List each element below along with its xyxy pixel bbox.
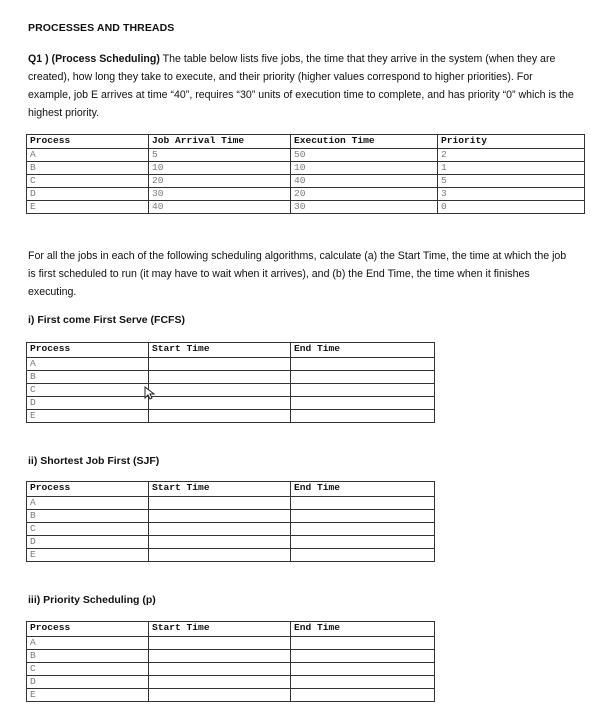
sjf-start-input[interactable] <box>149 549 291 562</box>
sjf-cell-process: A <box>27 497 149 510</box>
sjf-header-start: Start Time <box>149 482 291 497</box>
jobs-cell-execution: 50 <box>291 149 438 162</box>
sjf-end-input[interactable] <box>291 536 435 549</box>
sjf-cell-process: E <box>27 549 149 562</box>
table-row <box>27 676 435 689</box>
table-row <box>27 523 435 536</box>
priority-header-end: End Time <box>291 622 435 637</box>
jobs-cell-execution: 20 <box>291 188 438 201</box>
sjf-title: ii) Shortest Job First (SJF) <box>28 455 160 467</box>
fcfs-header-end: End Time <box>291 343 435 358</box>
q1-paragraph <box>28 50 576 122</box>
table-row <box>27 384 435 397</box>
fcfs-cell-process: C <box>27 384 149 397</box>
fcfs-end-input[interactable] <box>291 358 435 371</box>
table-row <box>27 663 435 676</box>
priority-end-input[interactable] <box>291 663 435 676</box>
jobs-cell-execution: 40 <box>291 175 438 188</box>
table-row <box>27 497 435 510</box>
priority-start-input[interactable] <box>149 676 291 689</box>
jobs-table-header-row <box>27 135 585 149</box>
sjf-cell-process: D <box>27 536 149 549</box>
priority-title: iii) Priority Scheduling (p) <box>28 594 156 606</box>
fcfs-start-input[interactable] <box>149 371 291 384</box>
page-heading: PROCESSES AND THREADS <box>28 22 175 34</box>
jobs-header-priority: Priority <box>438 135 585 149</box>
priority-cell-process: B <box>27 650 149 663</box>
jobs-header-execution: Execution Time <box>291 135 438 149</box>
fcfs-header-row <box>27 343 435 358</box>
fcfs-end-input[interactable] <box>291 371 435 384</box>
q1-text: The table below lists five jobs, the time that they arrive in the system (when they are created), how long they take to execute, and their priority (higher values correspond to higher priorities). For example, job E arrives at time “40”, requires “30” units of execution time to complete, and has priority “0” which is the highest priority. <box>28 53 574 119</box>
priority-end-input[interactable] <box>291 676 435 689</box>
priority-start-input[interactable] <box>149 637 291 650</box>
fcfs-header-start: Start Time <box>149 343 291 358</box>
jobs-cell-arrival: 30 <box>149 188 291 201</box>
priority-start-input[interactable] <box>149 663 291 676</box>
fcfs-cell-process: B <box>27 371 149 384</box>
sjf-start-input[interactable] <box>149 536 291 549</box>
sjf-start-input[interactable] <box>149 510 291 523</box>
q1-label: Q1 ) (Process Scheduling) <box>28 53 160 65</box>
fcfs-start-input[interactable] <box>149 384 291 397</box>
jobs-header-process: Process <box>27 135 149 149</box>
jobs-cell-process: A <box>27 149 149 162</box>
sjf-header-process: Process <box>27 482 149 497</box>
table-row <box>27 188 585 201</box>
priority-table <box>26 621 435 702</box>
priority-end-input[interactable] <box>291 689 435 702</box>
fcfs-table <box>26 342 435 423</box>
table-row <box>27 689 435 702</box>
fcfs-cell-process: A <box>27 358 149 371</box>
table-row <box>27 201 585 214</box>
jobs-cell-arrival: 20 <box>149 175 291 188</box>
table-row <box>27 650 435 663</box>
jobs-header-arrival: Job Arrival Time <box>149 135 291 149</box>
sjf-header-row <box>27 482 435 497</box>
fcfs-title: i) First come First Serve (FCFS) <box>28 314 185 326</box>
jobs-cell-priority: 2 <box>438 149 585 162</box>
jobs-cell-arrival: 5 <box>149 149 291 162</box>
table-row <box>27 149 585 162</box>
priority-header-process: Process <box>27 622 149 637</box>
sjf-cell-process: C <box>27 523 149 536</box>
mouse-pointer-icon <box>143 386 157 400</box>
jobs-table <box>26 134 585 214</box>
fcfs-start-input[interactable] <box>149 397 291 410</box>
priority-cell-process: D <box>27 676 149 689</box>
priority-header-start: Start Time <box>149 622 291 637</box>
jobs-cell-execution: 30 <box>291 201 438 214</box>
sjf-table <box>26 481 435 562</box>
table-row <box>27 510 435 523</box>
jobs-cell-arrival: 40 <box>149 201 291 214</box>
sjf-end-input[interactable] <box>291 523 435 536</box>
jobs-cell-process: D <box>27 188 149 201</box>
table-row <box>27 410 435 423</box>
priority-cell-process: C <box>27 663 149 676</box>
priority-end-input[interactable] <box>291 637 435 650</box>
fcfs-cell-process: E <box>27 410 149 423</box>
jobs-cell-arrival: 10 <box>149 162 291 175</box>
priority-start-input[interactable] <box>149 689 291 702</box>
table-row <box>27 358 435 371</box>
sjf-cell-process: B <box>27 510 149 523</box>
sjf-end-input[interactable] <box>291 549 435 562</box>
sjf-start-input[interactable] <box>149 523 291 536</box>
jobs-cell-process: C <box>27 175 149 188</box>
sjf-start-input[interactable] <box>149 497 291 510</box>
fcfs-cell-process: D <box>27 397 149 410</box>
jobs-cell-priority: 0 <box>438 201 585 214</box>
jobs-cell-process: E <box>27 201 149 214</box>
table-row <box>27 536 435 549</box>
table-row <box>27 637 435 650</box>
fcfs-header-process: Process <box>27 343 149 358</box>
priority-start-input[interactable] <box>149 650 291 663</box>
priority-cell-process: A <box>27 637 149 650</box>
fcfs-end-input[interactable] <box>291 397 435 410</box>
table-row <box>27 549 435 562</box>
fcfs-end-input[interactable] <box>291 410 435 423</box>
jobs-cell-priority: 3 <box>438 188 585 201</box>
table-row <box>27 162 585 175</box>
priority-header-row <box>27 622 435 637</box>
fcfs-start-input[interactable] <box>149 358 291 371</box>
fcfs-start-input[interactable] <box>149 410 291 423</box>
table-row <box>27 397 435 410</box>
table-row <box>27 175 585 188</box>
jobs-cell-process: B <box>27 162 149 175</box>
instructions-paragraph: For all the jobs in each of the following scheduling algorithms, calculate (a) the Start Time, the time at which the job is first scheduled to run (it may have to wait when it arrives), and (b) the End Time, the time when it finishes executing. <box>28 250 567 298</box>
jobs-cell-priority: 1 <box>438 162 585 175</box>
priority-cell-process: E <box>27 689 149 702</box>
sjf-end-input[interactable] <box>291 510 435 523</box>
fcfs-end-input[interactable] <box>291 384 435 397</box>
priority-end-input[interactable] <box>291 650 435 663</box>
table-row <box>27 371 435 384</box>
sjf-end-input[interactable] <box>291 497 435 510</box>
jobs-cell-priority: 5 <box>438 175 585 188</box>
sjf-header-end: End Time <box>291 482 435 497</box>
jobs-cell-execution: 10 <box>291 162 438 175</box>
